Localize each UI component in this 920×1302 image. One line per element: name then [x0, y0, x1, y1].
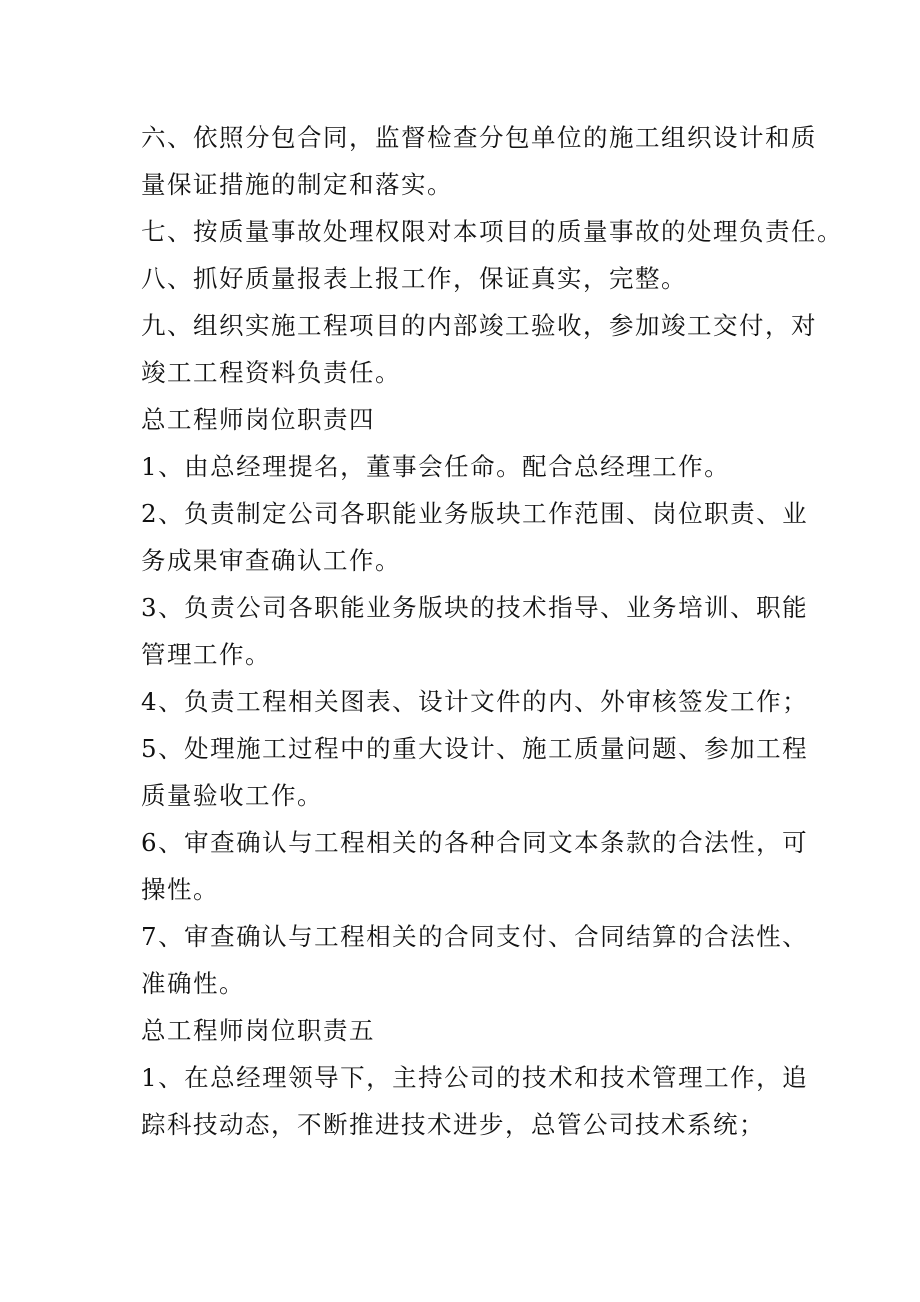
- text-line-duty4-item-2-part-1: 2、负责制定公司各职能业务版块工作范围、岗位职责、业: [141, 499, 809, 528]
- text-line-item-6-part-1: 六、依照分包合同，监督检查分包单位的施工组织设计和质: [141, 123, 817, 152]
- text-line-duty4-item-5-part-2: 质量验收工作。: [141, 781, 323, 810]
- section-heading-duties-5: 总工程师岗位职责五: [141, 1016, 375, 1045]
- text-line-duty4-item-4: 4、负责工程相关图表、设计文件的内、外审核签发工作；: [141, 687, 809, 716]
- text-line-duty4-item-7-part-2: 准确性。: [141, 969, 245, 998]
- text-line-duty5-item-1-part-1: 1、在总经理领导下，主持公司的技术和技术管理工作，追: [141, 1063, 809, 1092]
- text-line-item-6-part-2: 量保证措施的制定和落实。: [141, 170, 453, 199]
- text-line-duty4-item-6-part-2: 操性。: [141, 875, 219, 904]
- text-line-duty4-item-3-part-2: 管理工作。: [141, 640, 271, 669]
- text-line-duty4-item-6-part-1: 6、审查确认与工程相关的各种合同文本条款的合法性，可: [141, 828, 809, 857]
- text-line-duty5-item-1-part-2: 踪科技动态，不断推进技术进步，总管公司技术系统；: [141, 1110, 765, 1139]
- text-line-duty4-item-5-part-1: 5、处理施工过程中的重大设计、施工质量问题、参加工程: [141, 734, 809, 763]
- document-body: [141, 114, 843, 1148]
- section-heading-duties-4: 总工程师岗位职责四: [141, 405, 375, 434]
- text-line-item-9-part-1: 九、组织实施工程项目的内部竣工验收，参加竣工交付，对: [141, 311, 817, 340]
- text-line-item-7: 七、按质量事故处理权限对本项目的质量事故的处理负责任。: [141, 217, 843, 246]
- text-line-duty4-item-1: 1、由总经理提名，董事会任命。配合总经理工作。: [141, 452, 731, 481]
- text-line-duty4-item-3-part-1: 3、负责公司各职能业务版块的技术指导、业务培训、职能: [141, 593, 809, 622]
- text-line-duty4-item-7-part-1: 7、审查确认与工程相关的合同支付、合同结算的合法性、: [141, 922, 809, 951]
- text-line-item-8: 八、抓好质量报表上报工作，保证真实，完整。: [141, 264, 687, 293]
- text-line-duty4-item-2-part-2: 务成果审查确认工作。: [141, 546, 401, 575]
- text-line-item-9-part-2: 竣工工程资料负责任。: [141, 358, 401, 387]
